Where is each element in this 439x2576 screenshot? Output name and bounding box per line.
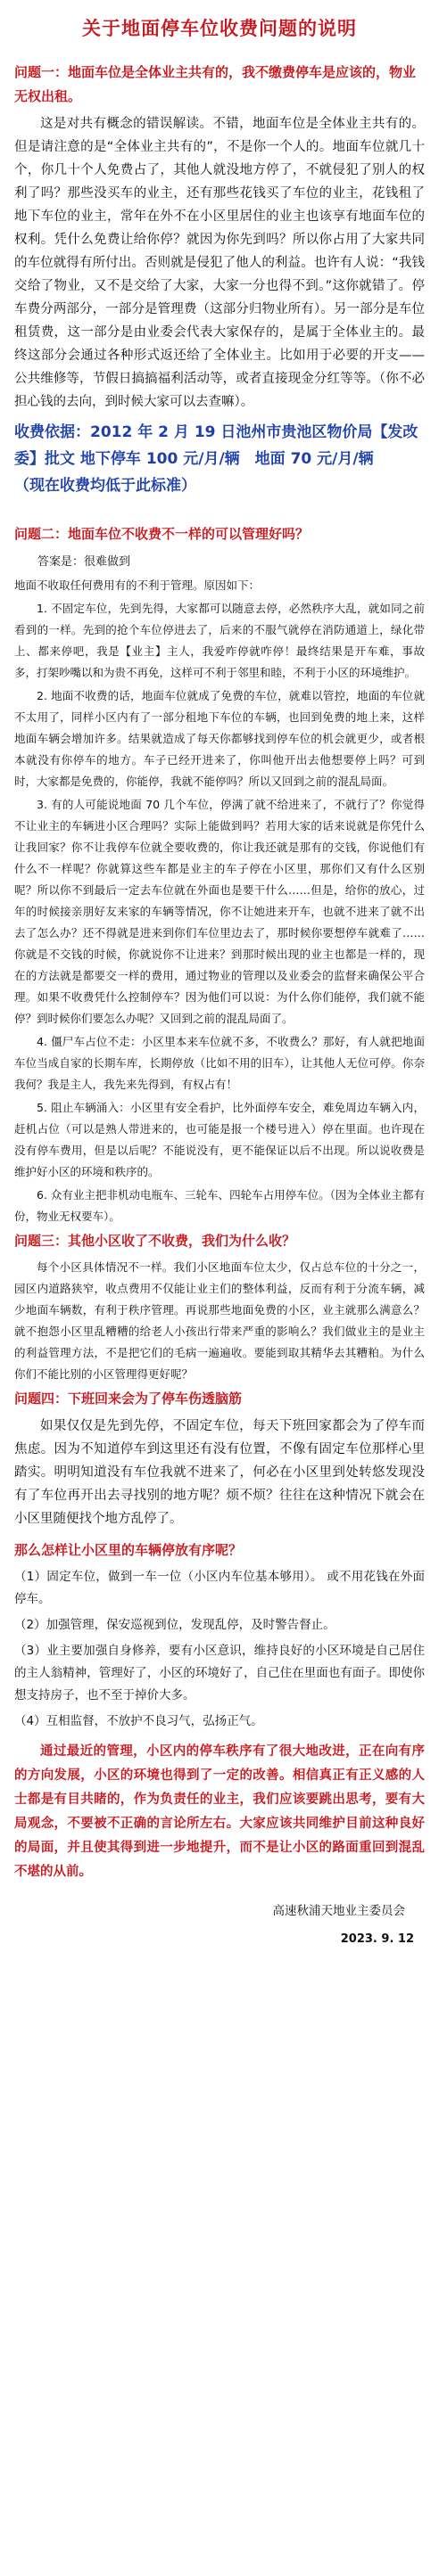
spacer — [14, 503, 425, 522]
section-item: （3）业主要加强自身修养，要有小区意识，维持良好的小区环境是自己居住的主人翁精神，管理好了，小区的环境好了，自己住在里面也有面子。即使你想支持房子，也不至于掉价大多。 — [14, 1644, 425, 1702]
question-2-item: 5. 阻止车辆涌入：小区里有安全看护，比外面停车安全，难免周边车辆入内，赶机占位（可以是熟人带进来的，也可能是报一个楼号进入）停在里面。也许现在没有停车费用，但是以后呢？不能说没有，更不能保证以后不出现。所以说收费是维护好小区的环境和秩序的。 — [14, 1101, 425, 1178]
question-2-item: 6. 众有业主把非机动电瓶车、三轮车、四轮车占用停车位。（因为全体业主都有份，物业无权要车）。 — [14, 1188, 425, 1223]
question-4-heading: 问题四：下班回来会为了停车伤透脑筋 — [14, 1391, 243, 1407]
question-2-item: 3. 有的人可能说地面 70 几个车位，停满了就不给进来了，不就行了？你觉得不让业主的车辆进小区合理吗？实际上能做到吗？若用大家的话来说就是你凭什么让我回家？你不让我停车位就全要收费的，你让我还就是那有的交钱，你说他们有什么不一样呢？你就算这些车都是业主的车子停在小区里，那你们又有什么区别呢？所以你不到最后一定去车位就在外面也是要干什么……但是，给你的放心，过年的时候接亲朋好友来家的车辆等情况，你不让她进来开车，也就不进来了就不出去了怎么办？还不得就是进来到你们车位里边去了，那时候你要想停车就难了……你就是不交钱的时候，你就说你不让进来？到那时候出现的业主也都是一样的，现在的方法就是都要交一样的费用，通过物业的管理以及业委会的监督来确保公平合理。如果不收费凭什么控制停车？因为他们可以说：为什么你们能停，我们就不能停？到时候你们要怎么办呢？又回到之前的混乱局面了。 — [14, 798, 425, 1025]
question-3-heading: 问题三：其他小区收了不收费，我们为什么收？ — [14, 1233, 296, 1249]
question-2-item: 1. 不固定车位，先到先得，大家都可以随意去停，必然秩序大乱，就如同之前看到的一样。先到的抢个车位停进去了，后来的不服气就停在消防通道上，绿化带上、都来停吧，我是【业主】主人，我爱咋停就咋停！最终结果是开车难，事故多，打架吵嘴以和为贵不再免，这样可不利于邻里和睦，不利于小区的环境维护。 — [14, 602, 425, 679]
fee-basis — [14, 419, 425, 499]
section-item: （1）固定车位，做到一车一位（小区内车位基本够用）。 或不用花钱在外面停车。 — [14, 1570, 425, 1606]
fee-basis-line2: （现在收费均低于此标准） — [14, 477, 196, 495]
section-item: （4）互相监督，不放护不良习气，弘扬正气。 — [14, 1714, 263, 1728]
question-2-answer: 答案是：很难做到 — [37, 555, 131, 569]
signature: 高速秋浦天地业主委员会 — [272, 1904, 405, 1918]
fee-basis-line1: 收费依据：2012 年 2 月 19 日池州市贵池区物价局【发改委】批文 地下停车 100 元/月/辆 地面 70 元/月/辆 — [14, 423, 418, 468]
question-2-item: 4. 僵尸车占位不走：小区里本来车位就不多，不收费么？那好，有人就把地面车位当成自家的长期车库，长期停放（比如不用的旧车），让其他人无位可停。你奈我何？我是主人，我先来先得到，有权占有！ — [14, 1035, 425, 1091]
section-item: （2）加强管理，保安巡视到位，发现乱停，及时警告督止。 — [14, 1618, 335, 1632]
question-2-intro: 地面不收取任何费用有的不利于管理。原因如下： — [14, 578, 261, 592]
question-1-heading: 问题一：地面车位是全体业主共有的，我不缴费停车是应该的，物业无权出租。 — [14, 64, 417, 104]
closing-statement: 通过最近的管理，小区内的停车秩序有了很大地改进，正在向有序的方向发展，小区的环境也得到了一定的改善。相信真正有正义感的人士都是有目共睹的，作为负责任的业主，我们应该要跳出思考，要有大局观念，不要被不正确的言论所左右。大家应该共同维护目前这种良好的局面，并且使其得到进一步地提升，而不是让小区的路面重回到混乱不堪的从前。 — [14, 1744, 425, 1879]
date: 2023. 9. 12 — [340, 1932, 414, 1946]
question-2-heading: 问题二：地面车位不收费不一样的可以管理好吗？ — [14, 526, 310, 542]
question-1-body: 这是对共有概念的错误解读。不错，地面车位是全体业主共有的。但是请注意的是“全体业主共有的”，不是你一个人的。地面车位就几十个，你几十个人免费占了，其他人就没地方停了，不就侵犯了别人的权利了吗？那些没买车的业主，还有那些花钱买了车位的业主，花钱租了地下车位的业主，常年在外不在小区里居住的业主也该享有地面车位的权利。凭什么免费让给你停？就因为你先到吗？所以你占用了大家共同的车位就得有所付出。否则就是侵犯了他人的利益。也许有人说：“我钱交给了物业，又不是交给了大家，大家一分也得不到。”这你就错了。停车费分两部分，一部分是管理费（这部分归物业所有）。另一部分是车位租赁费，这一部分是由业委会代表大家保存的，是属于全体业主的。最终这部分会通过各种形式返还给了全体业主。比如用于必要的开支——公共维修等，节假日搞搞福利活动等，或者直接现金分红等等。（你不必担心钱的去向，到时候大家可以去查嘛）。 — [14, 117, 425, 409]
question-2-item: 2. 地面不收费的话，地面车位就成了免费的车位，就难以管控，地面的车位就不太用了，同样小区内有了一部分租地下车位的车辆，也回到免费的地上来，这样地面车辆会增加许多。结果就造成了每天你都够找到停车位的机会就更少，或者根本就没有你停车的地方。车子已经开进来了，你叫他开出去他想要停上吗？可到时，大家都是免费的，你能停，我就不能停吗？所以又回到之前的混乱局面。 — [14, 689, 425, 788]
question-3-body: 每个小区具体情况不一样。我们小区地面车位太少，仅占总车位的十分之一，园区内道路狭窄，收点费用不仅能让业主们的整体利益，反而有利于分流车辆，减少地面车辆数，有利于秩序管理。再说那些地面免费的小区，业主就那么满意么？就不抱怨小区里乱糟糟的给老人小孩出行带来严重的影响么？我们做业主的是业主的利益管理方法，不是把它们的毛病一遍遍收。要能到取其精华去其糟粕。为什么你们不能比别的小区管理得更好呢？ — [14, 1260, 425, 1381]
question-4-body: 如果仅仅是先到先停，不固定车位，每天下班回家都会为了停车而焦虑。因为不知道停车到这里还有没有位置，不像有固定车位那样心里踏实。明明知道没有车位我就不进来了，何必在小区里到处转悠发现没有了车位再开出去寻找别的地方呢？烦不烦？往往在这种情况下就会在小区里随便找个地方乱停了。 — [14, 1419, 425, 1526]
page-title: 关于地面停车位收费问题的说明 — [82, 18, 357, 39]
section-heading: 那么怎样让小区里的车辆停放有序呢？ — [14, 1542, 243, 1558]
